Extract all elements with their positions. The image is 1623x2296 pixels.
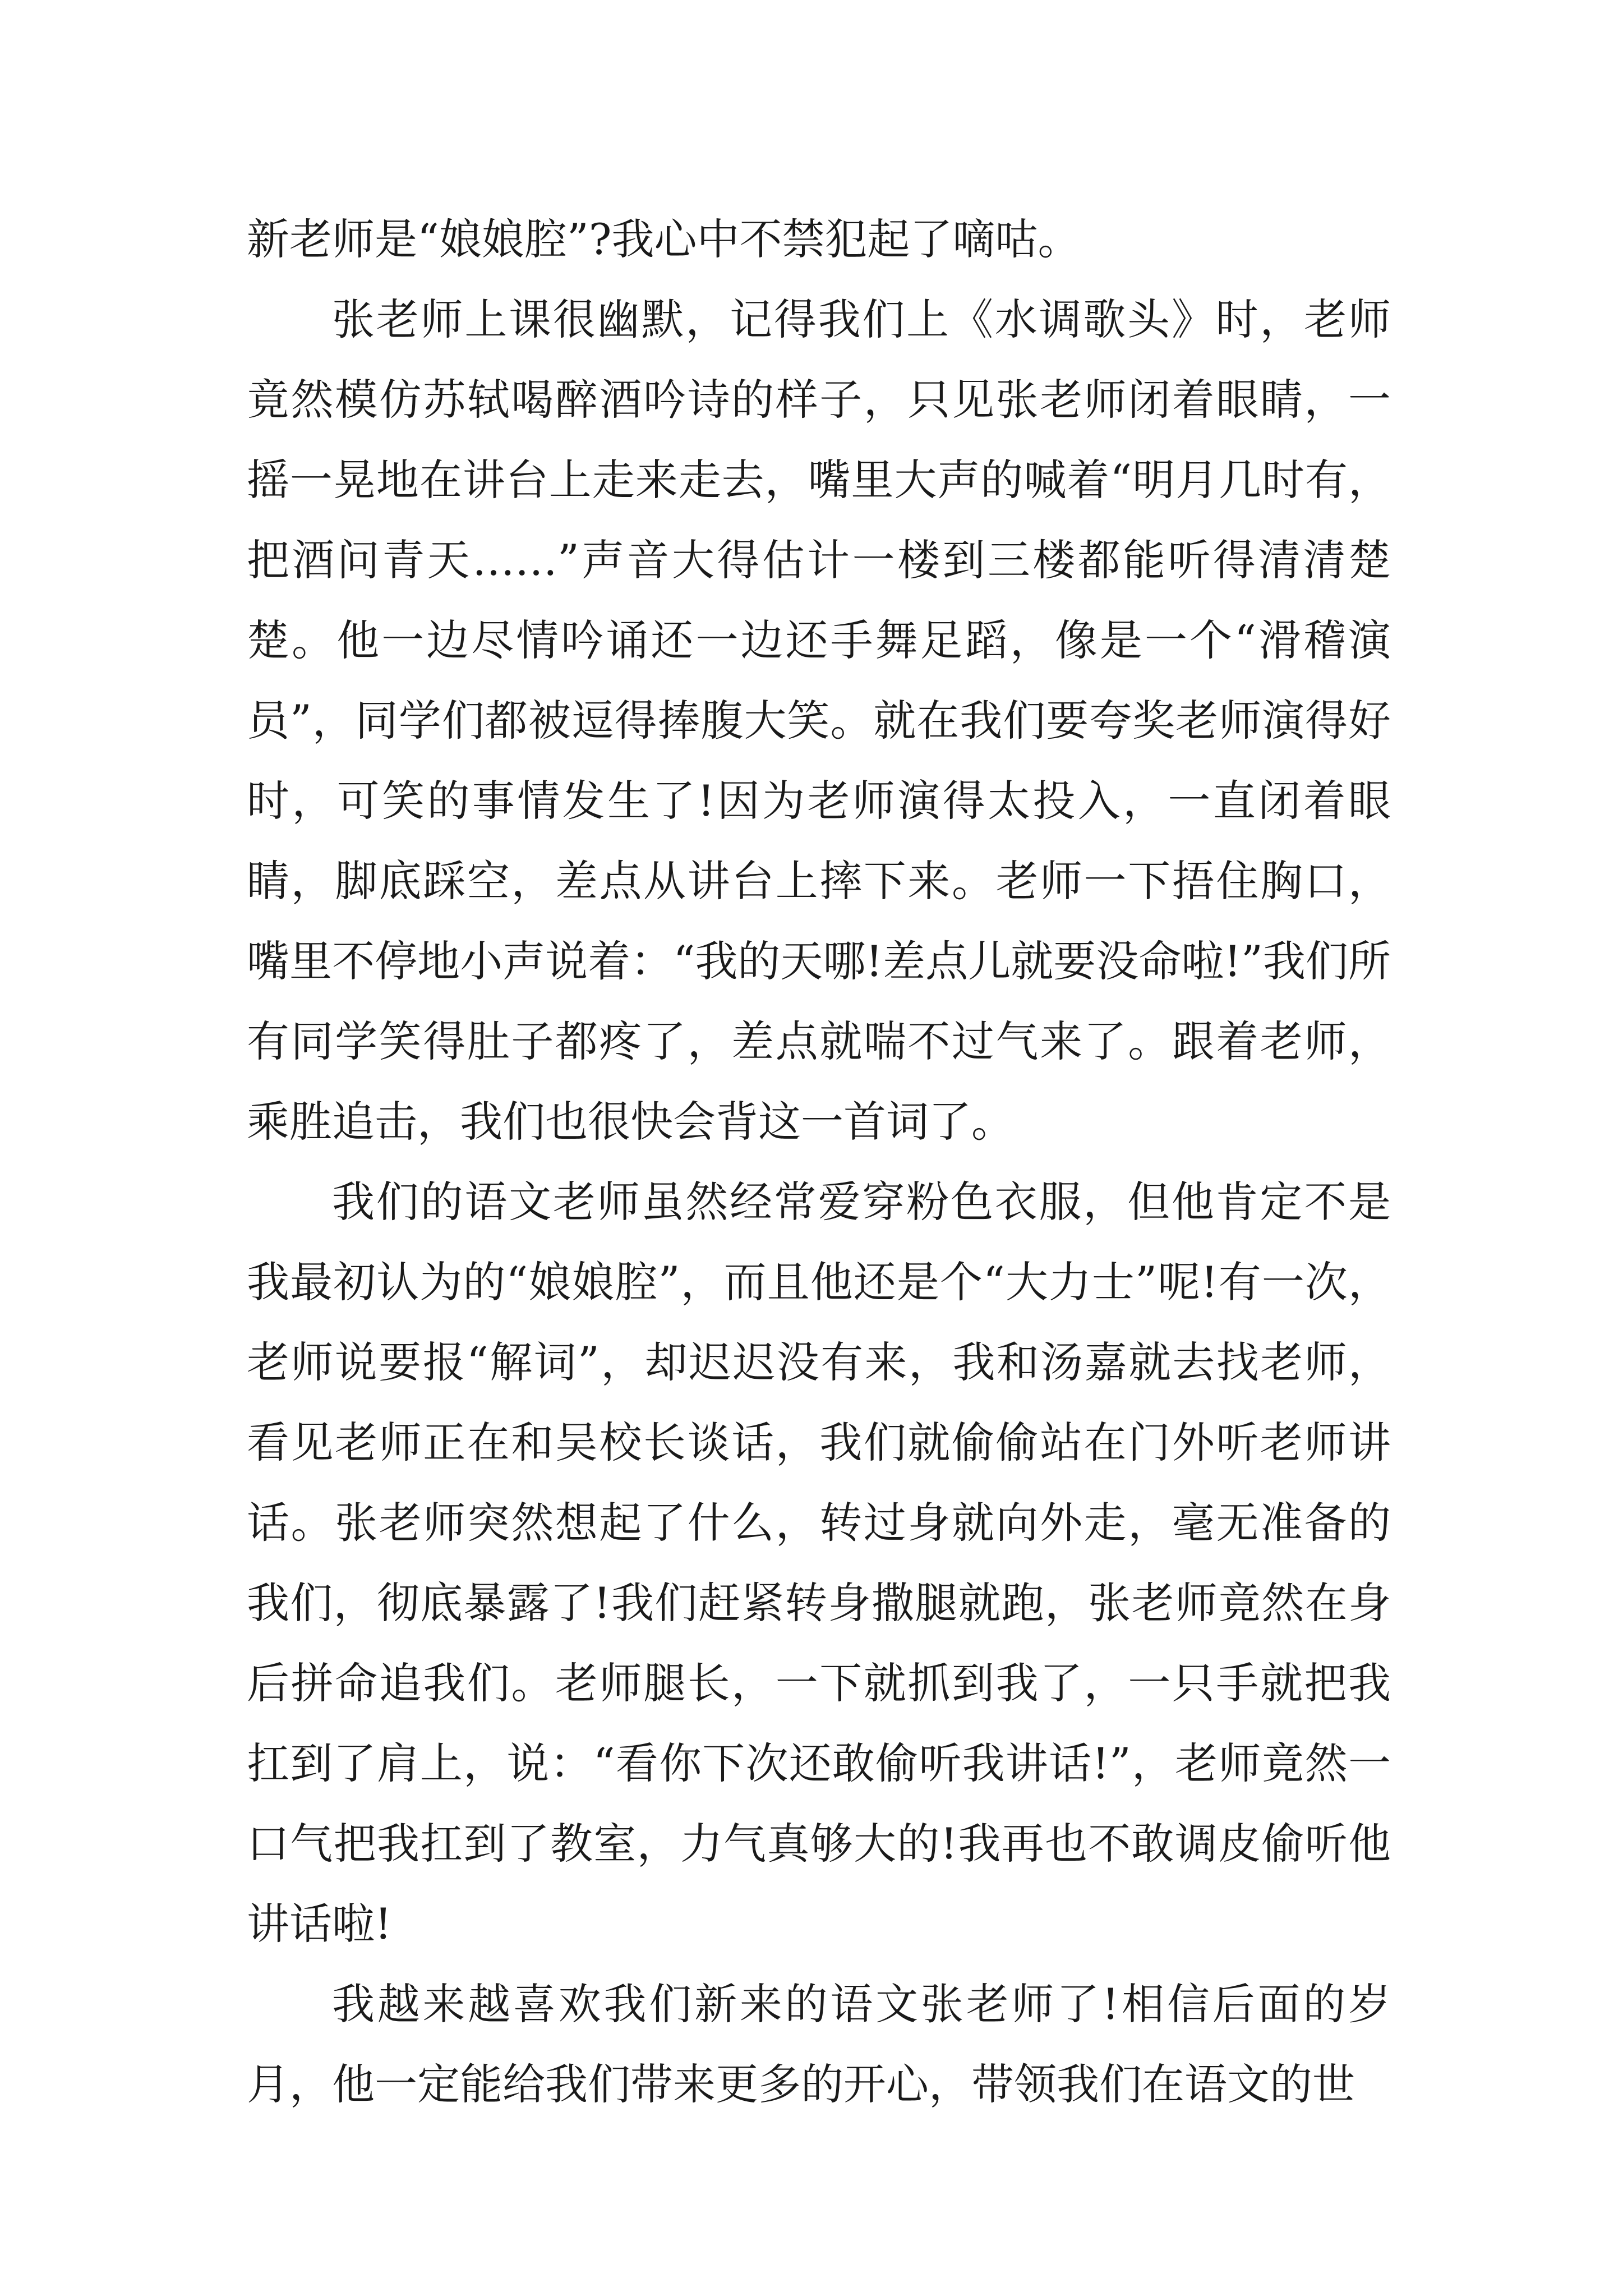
paragraph-3: 我们的语文老师虽然经常爱穿粉色衣服，但他肯定不是我最初认为的“娘娘腔”，而且他还是个“大力士”呢!有一次，老师说要报“解词”，却迟迟没有来，我和汤嘉就去找老师，看见老师正在和吴校长谈话，我们就偷偷站在门外听老师讲话。张老师突然想起了什么，转过身就向外走，毫无准备的我们，彻底暴露了!我们赶紧转身撒腿就跑，张老师竟然在身后拼命追我们。老师腿长，一下就抓到我了，一只手就把我扛到了肩上，说：“看你下次还敢偷听我讲话!”，老师竟然一口气把我扛到了教室，力气真够大的!我再也不敢调皮偷听他讲话啦! (247, 1177, 1391, 1949)
paragraph-1: 新老师是“娘娘腔”?我心中不禁犯起了嘀咕。 (247, 214, 1081, 264)
essay-body (247, 199, 1391, 2124)
paragraph-4: 我越来越喜欢我们新来的语文张老师了!相信后面的岁月，他一定能给我们带来更多的开心，带领我们在语文的世 (247, 1979, 1391, 2109)
paragraph-2: 张老师上课很幽默，记得我们上《水调歌头》时，老师竟然模仿苏轼喝醉酒吟诗的样子，只见张老师闭着眼睛，一摇一晃地在讲台上走来走去，嘴里大声的喊着“明月几时有，把酒问青天……”声音大得估计一楼到三楼都能听得清清楚楚。他一边尽情吟诵还一边还手舞足蹈，像是一个“滑稽演员”，同学们都被逗得捧腹大笑。就在我们要夸奖老师演得好时，可笑的事情发生了!因为老师演得太投入，一直闭着眼睛，脚底踩空，差点从讲台上摔下来。老师一下捂住胸口，嘴里不停地小声说着：“我的天哪!差点儿就要没命啦!”我们所有同学笑得肚子都疼了，差点就喘不过气来了。跟着老师，乘胜追击，我们也很快会背这一首词了。 (247, 295, 1391, 1147)
